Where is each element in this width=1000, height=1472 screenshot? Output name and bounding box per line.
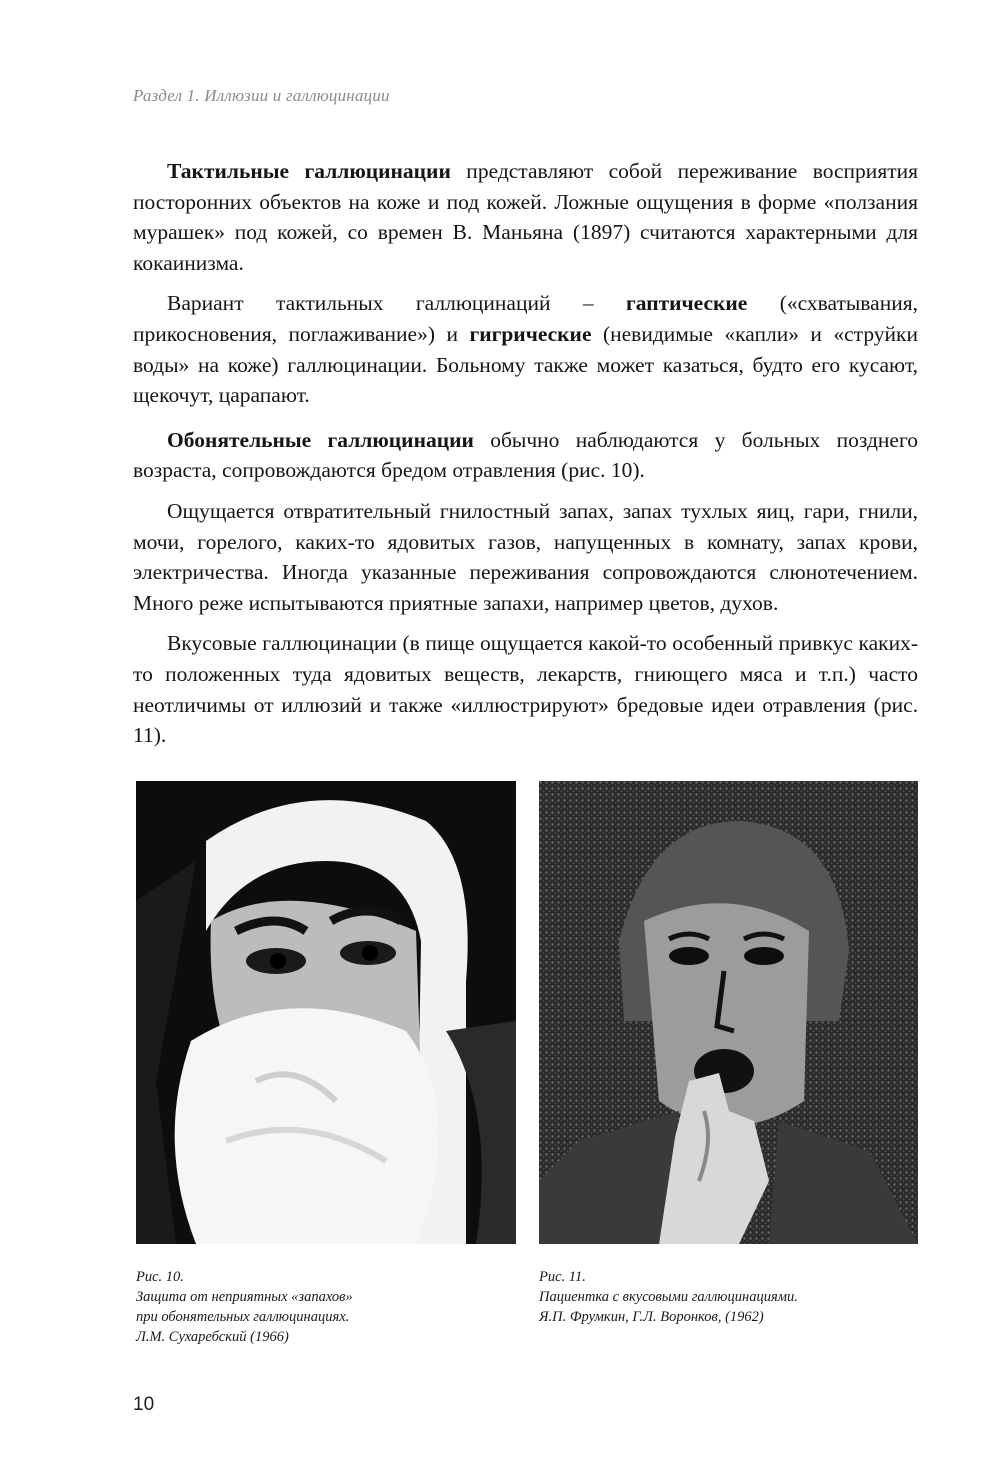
running-head: Раздел 1. Иллюзии и галлюцинации [133, 86, 390, 105]
paragraph-haptic [133, 288, 918, 410]
figure-label: Рис. 10. [136, 1269, 184, 1285]
paragraph-text: (невидимые «капли» и «струйки воды» на коже) галлюцинации. Больному также может казаться, будто его кусают, щекочут, царапают. [133, 321, 919, 408]
caption-line: Защита от неприятных «запахов» [136, 1289, 353, 1305]
figure-11-caption [539, 1267, 918, 1327]
term-haptic: гаптические [625, 291, 748, 316]
figure-label: Рис. 11. [539, 1269, 586, 1285]
paragraph-tactile [133, 156, 918, 278]
paragraph-text: Вариант тактильных галлюцинаций – [167, 291, 626, 316]
term-hygric: гигрические [469, 321, 592, 346]
term-tactile: Тактильные галлюцинации [167, 159, 451, 183]
body-text [133, 156, 918, 761]
photo-woman-covering-face [136, 781, 516, 1244]
figure-11 [539, 781, 918, 1327]
caption-line: при обонятельных галлюцинациях. [136, 1309, 350, 1325]
photo-patient-finger-in-mouth [539, 781, 918, 1244]
paragraph-gustatory: Вкусовые галлюцинации (в пище ощущается какой-то особенный привкус каких-то положенных туда ядовитых веществ, лекарств, гниющего мяса и т.п.) часто неотличимы от иллюзий и также «иллюстрируют» бредовые идеи отравления (рис. 11). [133, 631, 918, 748]
paragraph-olfactory [133, 425, 918, 486]
page-number: 10 [133, 1394, 155, 1415]
caption-line: Пациентка с вкусовыми галлюцинациями. [539, 1289, 798, 1305]
paragraph-text: («схватывания, прикосновения, поглаживание») и [133, 291, 918, 346]
figure-10 [136, 781, 516, 1347]
figure-10-caption [136, 1267, 516, 1347]
term-olfactory: Обонятельные галлюцинации [167, 427, 474, 452]
paragraph-smells: Ощущается отвратительный гнилостный запах, запах тухлых яиц, гари, гнили, мочи, горелого, каких-то ядовитых газов, напущенных в комнату, запах крови, электричества. Иногда указанные переживания сопровождаются слюнотечением. Много реже испытываются приятные запахи, например цветов, духов. [133, 498, 918, 615]
paragraph-text: представляют собой переживание восприятия посторонних объектов на коже и под кожей. Ложные ощущения в форме «ползания мурашек» под кожей, со времен В. Маньяна (1897) считаются характерными для кокаинизма. [133, 159, 918, 275]
caption-line: Л.М. Сухаребский (1966) [136, 1329, 289, 1345]
paragraph-text: обычно наблюдаются у больных позднего возраста, сопровождаются бредом отравления (рис. 10). [133, 427, 918, 483]
caption-line: Я.П. Фрумкин, Г.Л. Воронков, (1962) [539, 1309, 764, 1325]
